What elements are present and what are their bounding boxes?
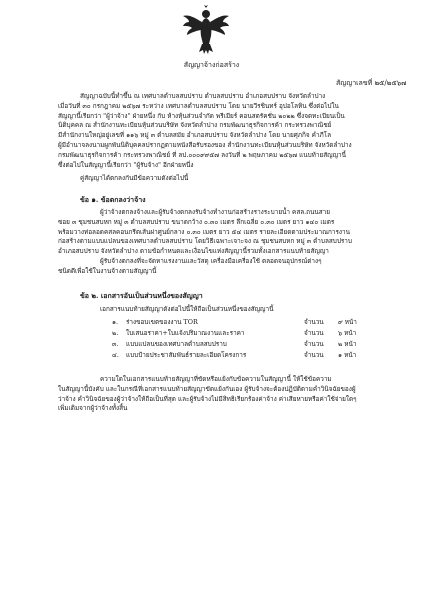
intro-paragraph bbox=[58, 92, 352, 170]
attachment-number: ๑. bbox=[112, 318, 119, 326]
intro-line: ผู้มีอำนาจลงนามผูกพันนิติบุคคลปรากฏตามหนังสือรับรองของ สำนักงานทะเบียนหุ้นส่วนบริษัท จังหวัดลำปาง bbox=[58, 140, 352, 149]
clause-2-intro: เอกสารแนบท้ายสัญญาดังต่อไปนี้ให้ถือเป็นส่วนหนึ่งของสัญญานี้ bbox=[100, 305, 274, 313]
attachment-list bbox=[112, 317, 368, 361]
attachment-name: ร่างขอบเขตของงาน TOR bbox=[126, 318, 198, 326]
clause-1-line: พร้อมวางท่อลอดคสลคอนกรีตเส้นผ่าศูนย์กลาง ๐.๓๐ เมตร ยาว ๕๔ เมตร รายละเอียดตามประมาณการงาน bbox=[58, 227, 350, 236]
clause-1-heading: ข้อ ๑. ข้อตกลงว่าจ้าง bbox=[80, 195, 146, 204]
attachment-count-label: จำนวน bbox=[304, 318, 324, 326]
attachment-count-label: จำนวน bbox=[304, 351, 324, 359]
clause-2-closing-line: ว่าจ้าง คำวินิจฉัยของผู้ว่าจ้างให้ถือเป็นที่สุด และผู้รับจ้างไม่มีสิทธิเรียกร้องค่าจ้าง ค่าเสียหายหรือค่าใช้จ่ายใดๆ bbox=[58, 394, 357, 403]
intro-line: สัญญานี้เรียกว่า "ผู้ว่าจ้าง" ฝ่ายหนึ่ง กับ ห้างหุ้นส่วนจำกัด พรีเมียร์ คอนสตรัคชั่น ๒๐๒๒ ซึ่งจดทะเบียนเป็น bbox=[58, 111, 345, 120]
clause-1-line: ก่อสร้างตามแบบแปลนของเทศบาลตำบลสบปราบ โดยวิธีเฉพาะเจาะจง ณ ชุมชนสบหก หมู่ ๓ ตำบลสบปราบ bbox=[58, 237, 352, 246]
intro-line: นิติบุคคล ณ สำนักงานทะเบียนหุ้นส่วนบริษัท จังหวัดลำปาง กรมพัฒนาธุรกิจการค้า กระทรวงพาณิชย์ bbox=[58, 121, 332, 130]
attachment-item bbox=[112, 339, 368, 350]
clause-2-closing-line: ความใดในเอกสารแนบท้ายสัญญาที่ขัดหรือแย้งกับข้อความในสัญญานี้ ให้ใช้ข้อความ bbox=[100, 375, 332, 383]
intro-line: เมื่อวันที่ ๓๐ กรกฎาคม ๒๕๖๗ ระหว่าง เทศบาลตำบลสบปราบ โดย นายวีรชินทร์ อุปอโลหิน ซึ่งต่อไปใน bbox=[58, 101, 339, 110]
attachment-count-label: จำนวน bbox=[304, 329, 324, 337]
clause-2-closing-line: ในสัญญานี้บังคับ และในกรณีที่เอกสารแนบท้ายสัญญาขัดแย้งกันเอง ผู้รับจ้างจะต้องปฏิบัติตามคำวินิจฉัยของผู้ bbox=[58, 384, 356, 393]
clause-1-line: อำเภอสบปราบ จังหวัดลำปาง ตามข้อกำหนดและเงื่อนไขแห่งสัญญานี้รวมทั้งเอกสารแนบท้ายสัญญา bbox=[58, 247, 329, 256]
clause-1-line: ชนิดดีเพื่อใช้ในงานจ้างตามสัญญานี้ bbox=[58, 266, 157, 275]
attachment-item bbox=[112, 350, 368, 361]
attachment-pages: ๙ หน้า bbox=[338, 318, 357, 326]
clause-1-line: ซอย ๓ ชุมชนสบหก หมู่ ๓ ตำบลสบปราบ ขนาดกว้าง ๐.๓๐ เมตร ลึกเฉลี่ย ๐.๓๐ เมตร ยาว ๑๔๐ เมตร bbox=[58, 217, 335, 226]
attachment-item bbox=[112, 317, 368, 328]
attachment-count-label: จำนวน bbox=[304, 340, 324, 348]
attachment-name: แบบแปลนของเทศบาลตำบลสบปราบ bbox=[126, 340, 227, 348]
agree-line: คู่สัญญาได้ตกลงกันมีข้อความดังต่อไปนี้ bbox=[80, 174, 189, 182]
clause-1-body bbox=[58, 208, 352, 277]
attachment-pages: ๑ หน้า bbox=[338, 351, 357, 359]
clause-1-line: ผู้ว่าจ้างตกลงจ้างและผู้รับจ้างตกลงรับจ้างทำงานก่อสร้างรางระบายน้ำ คสล.ถนนสาย bbox=[100, 208, 331, 216]
contract-number: สัญญาเลขที่ ๒๕/๒๕๖๗ bbox=[336, 79, 407, 87]
attachment-pages: ๖ หน้า bbox=[338, 329, 357, 337]
attachment-number: ๒. bbox=[112, 329, 119, 337]
intro-line: มีสำนักงานใหญ่อยู่เลขที่ ๑๑๖ หมู่ ๓ ตำบลสมัย อำเภอสบปราบ จังหวัดลำปาง โดย นายศุภกิจ คำภีโล bbox=[58, 131, 332, 140]
attachment-name: แบบป้ายประชาสัมพันธ์รายละเอียดโครงการ bbox=[126, 351, 247, 359]
garuda-emblem-icon bbox=[181, 4, 231, 56]
intro-line: สัญญาฉบับนี้ทำขึ้น ณ เทศบาลตำบลสบปราบ ตำบลสบปราบ อำเภอสบปราบ จังหวัดลำปาง bbox=[80, 92, 326, 100]
intro-line: ซึ่งต่อไปในสัญญานี้เรียกว่า "ผู้รับจ้าง" อีกฝ่ายหนึ่ง bbox=[58, 160, 194, 169]
clause-2-closing bbox=[58, 375, 357, 414]
attachment-number: ๔. bbox=[112, 351, 119, 359]
attachment-pages: ๒ หน้า bbox=[338, 340, 357, 348]
attachment-name: ใบเสนอราคา+ใบแจ้งปริมาณงานและราคา bbox=[126, 329, 245, 337]
attachment-number: ๓. bbox=[112, 340, 119, 348]
clause-1-line: ผู้รับจ้างตกลงที่จะจัดหาแรงงานและวัสดุ เครื่องมือเครื่องใช้ ตลอดจนอุปกรณ์ต่างๆ bbox=[100, 256, 322, 265]
attachment-item bbox=[112, 328, 368, 339]
intro-line: กรมพัฒนาธุรกิจการค้า กระทรวงพาณิชย์ ที่ ลป.๐๐๐๙๙๕๗ ลงวันที่ ๒ พฤษภาคม ๒๕๖๗ แนบท้ายสัญญานี้ bbox=[58, 150, 346, 159]
clause-2-closing-line: เพิ่มเติมจากผู้ว่าจ้างทั้งสิ้น bbox=[58, 404, 128, 413]
clause-2-heading: ข้อ ๒. เอกสารอันเป็นส่วนหนึ่งของสัญญา bbox=[80, 291, 203, 300]
document-title: สัญญาจ้างก่อสร้าง bbox=[183, 61, 240, 69]
